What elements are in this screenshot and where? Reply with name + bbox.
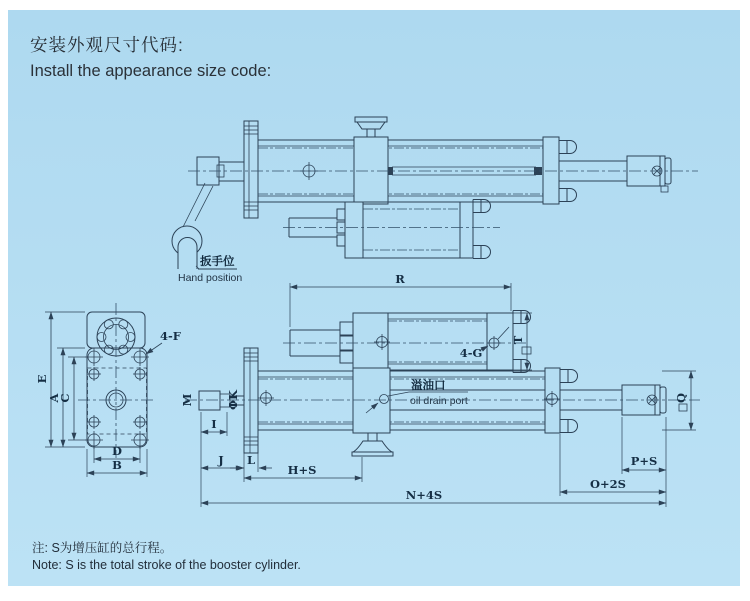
- dim-label-N4S: N+4S: [405, 488, 443, 502]
- note-en: Note: S is the total stroke of the booster cylinder.: [32, 558, 301, 572]
- dim-label-C: C: [58, 393, 72, 403]
- dim-label-PS: P+S: [630, 454, 658, 468]
- dim-label-O2S: O+2S: [590, 477, 626, 491]
- hand-position-label-en: Hand position: [178, 272, 243, 284]
- dim-label-HS: H+S: [287, 463, 317, 477]
- wrench-slot: [178, 238, 197, 270]
- dim-label-D: D: [112, 444, 122, 458]
- page-title-en: Install the appearance size code:: [30, 62, 272, 80]
- dim-label-A: A: [47, 393, 61, 403]
- dim-label-T: T: [511, 335, 525, 345]
- dim-label-Q: Q: [674, 392, 688, 404]
- dim-label-R: R: [395, 272, 405, 286]
- dim-label-phiK: ΦK: [226, 389, 240, 411]
- holes-label-4G: 4-G: [459, 346, 483, 360]
- page-title-zh: 安装外观尺寸代码:: [30, 35, 184, 55]
- dim-label-L: L: [246, 453, 256, 467]
- dim-label-M: M: [180, 393, 194, 407]
- dim-label-E: E: [35, 374, 49, 384]
- hand-position-label-zh: 扳手位: [200, 256, 235, 268]
- oil-drain-label-en: oil drain port: [410, 395, 468, 407]
- dim-label-J: J: [218, 453, 224, 467]
- dim-label-I: I: [211, 417, 217, 431]
- oil-drain-label-zh: 溢油口: [411, 380, 446, 392]
- panel-background: [8, 10, 740, 586]
- dim-label-B: B: [112, 458, 122, 472]
- note-zh: 注: S为增压缸的总行程。: [32, 541, 173, 555]
- holes-label-4F: 4-F: [160, 329, 181, 343]
